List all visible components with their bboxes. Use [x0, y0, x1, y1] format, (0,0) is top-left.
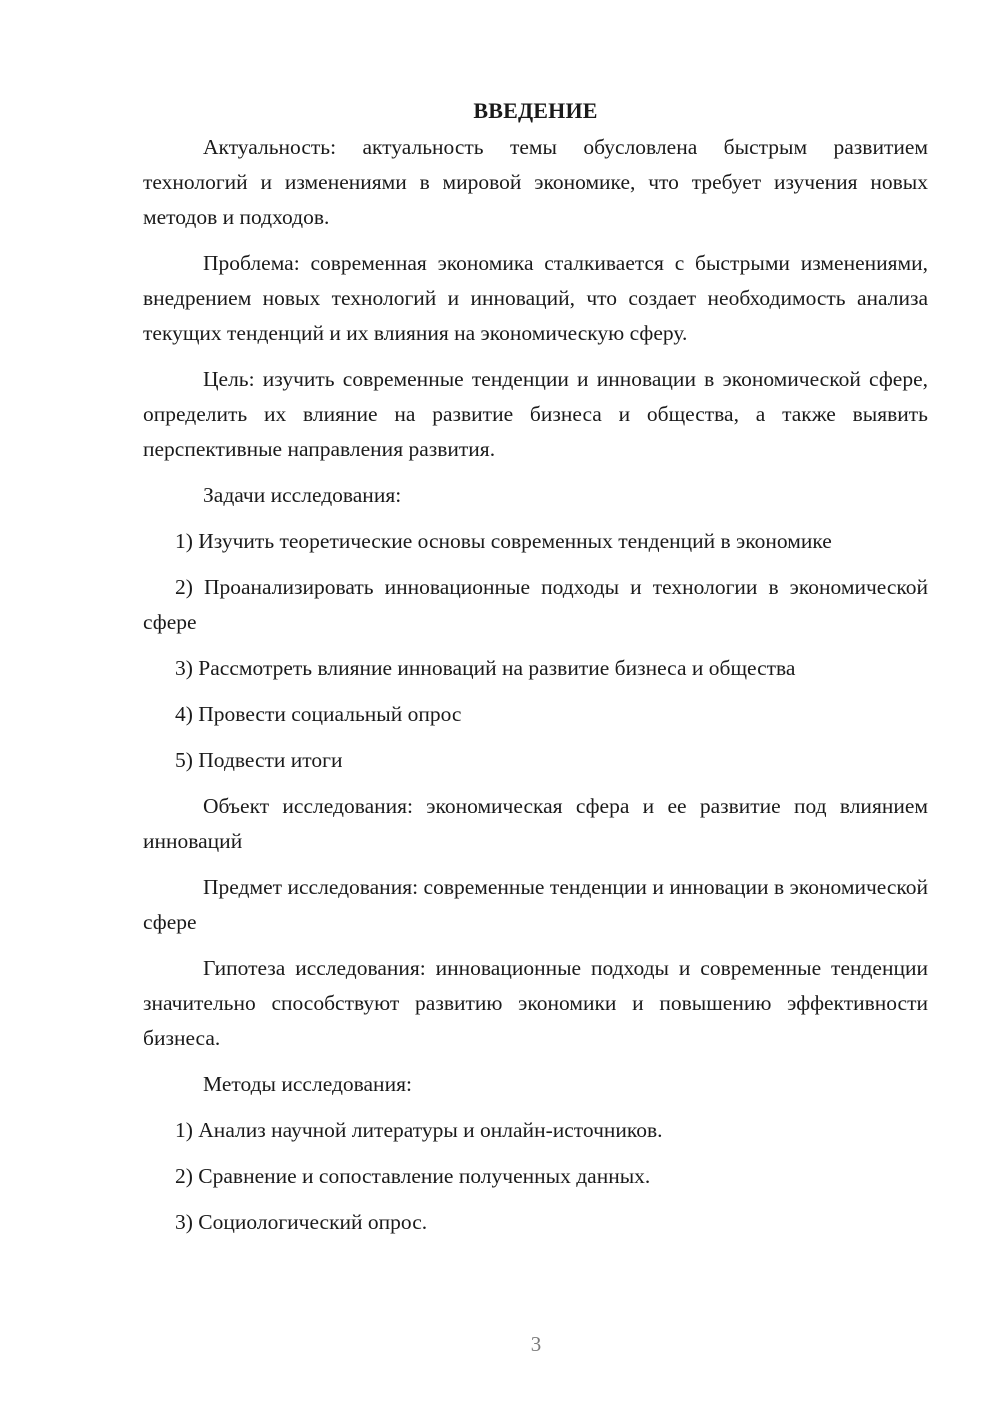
- list-item-task-3: 3) Рассмотреть влияние инноваций на развитие бизнеса и общества: [175, 656, 796, 680]
- tasks-list: [143, 524, 928, 778]
- list-item-task-5: 5) Подвести итоги: [175, 748, 343, 772]
- methods-heading: Методы исследования:: [203, 1072, 412, 1096]
- tasks-heading: Задачи исследования:: [203, 483, 402, 507]
- object-paragraph: Объект исследования: экономическая сфера и ее развитие под влиянием инноваций: [143, 794, 928, 853]
- problem-paragraph: Проблема: современная экономика сталкивается с быстрыми изменениями, внедрением новых технологий и инноваций, что создает необходимость анализа текущих тенденций и их влияния на экономическую сферу.: [143, 251, 928, 345]
- subject-paragraph: Предмет исследования: современные тенденции и инновации в экономической сфере: [143, 875, 928, 934]
- list-item-method-1: 1) Анализ научной литературы и онлайн-источников.: [175, 1118, 663, 1142]
- list-item-method-2: 2) Сравнение и сопоставление полученных данных.: [175, 1164, 651, 1188]
- document-page: [143, 95, 928, 1251]
- page-title: ВВЕДЕНИЕ: [473, 98, 598, 123]
- list-item-task-4: 4) Провести социальный опрос: [175, 702, 462, 726]
- relevance-paragraph: Актуальность: актуальность темы обусловлена быстрым развитием технологий и изменениями в мировой экономике, что требует изучения новых методов и подходов.: [143, 135, 928, 229]
- goal-paragraph: Цель: изучить современные тенденции и инновации в экономической сфере, определить их влияние на развитие бизнеса и общества, а также выявить перспективные направления развития.: [143, 367, 928, 461]
- list-item-method-3: 3) Социологический опрос.: [175, 1210, 428, 1234]
- page-number: 3: [530, 1332, 542, 1356]
- hypothesis-paragraph: Гипотеза исследования: инновационные подходы и современные тенденции значительно способствуют развитию экономики и повышению эффективности бизнеса.: [143, 956, 928, 1050]
- methods-list: [143, 1113, 928, 1240]
- list-item-task-2: 2) Проанализировать инновационные подходы и технологии в экономической сфере: [143, 575, 928, 634]
- list-item-task-1: 1) Изучить теоретические основы современных тенденций в экономике: [175, 529, 832, 553]
